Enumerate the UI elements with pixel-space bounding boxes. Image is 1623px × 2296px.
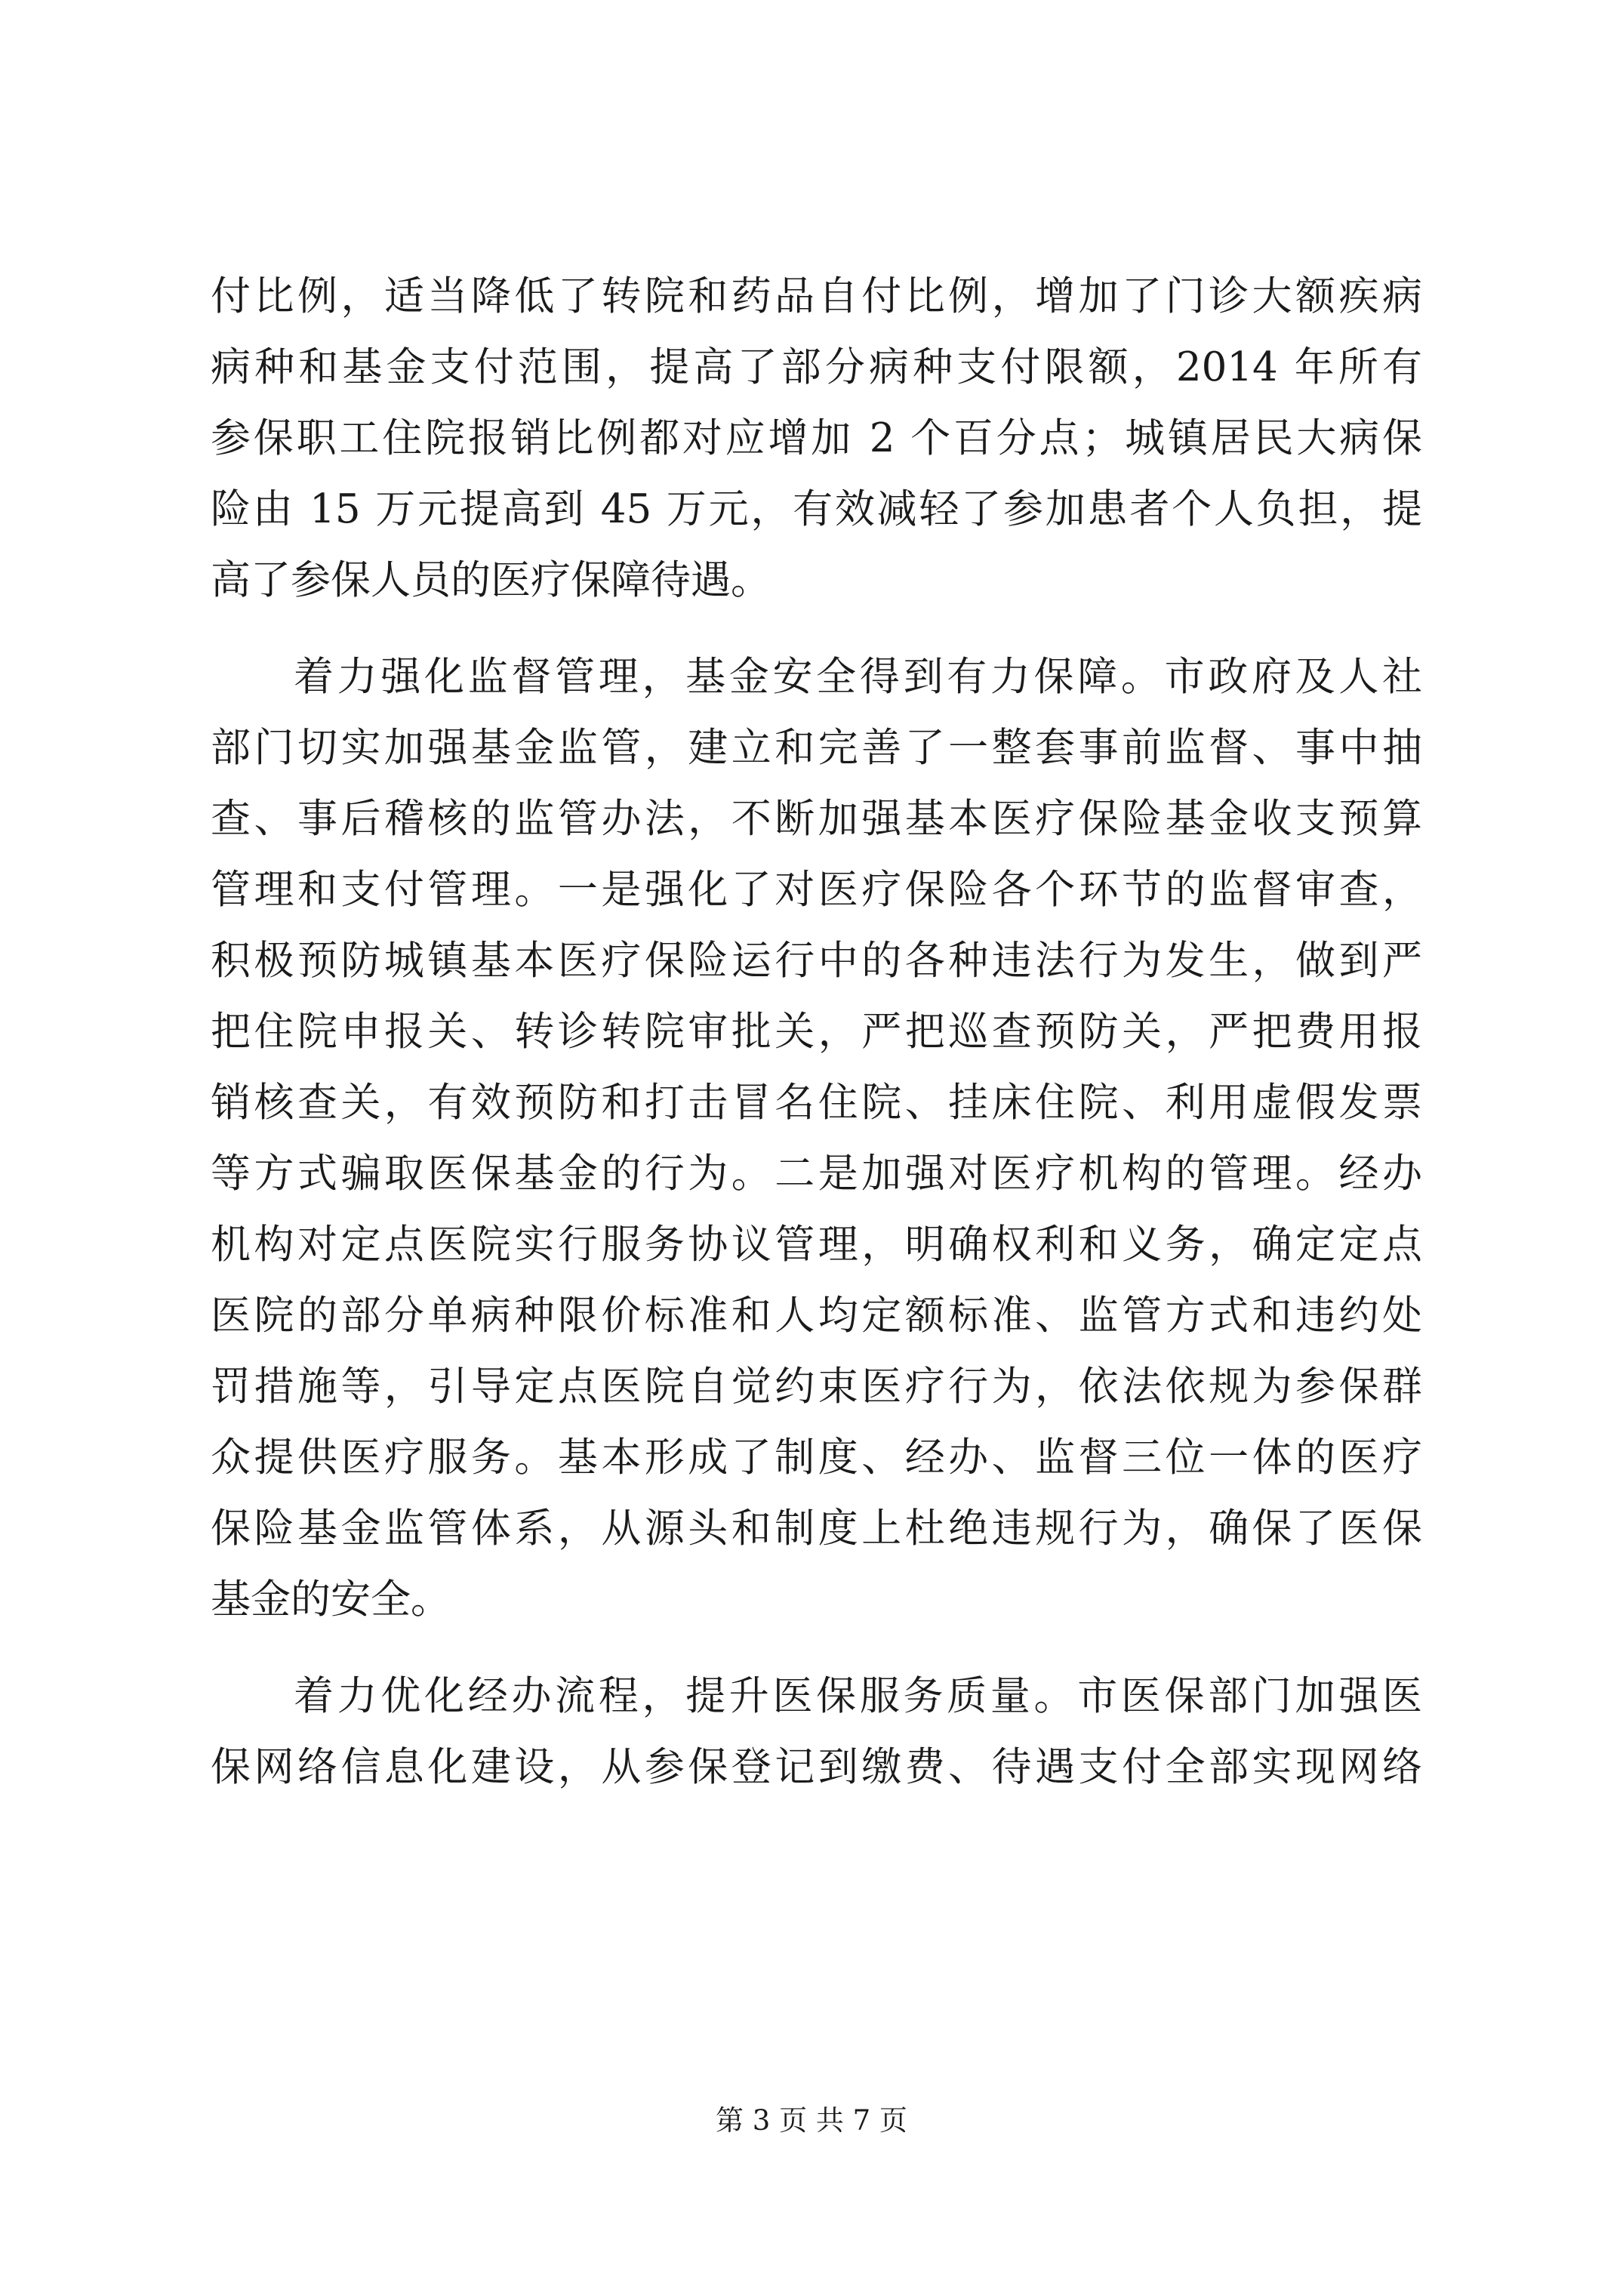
paragraph-2-line-12: 众提供医疗服务。基本形成了制度、经办、监督三位一体的医疗 bbox=[211, 1435, 1422, 1481]
paragraph-2-line-3: 查、事后稽核的监管办法，不断加强基本医疗保险基金收支预算 bbox=[211, 796, 1422, 842]
paragraph-2-line-4: 管理和支付管理。一是强化了对医疗保险各个环节的监督审查， bbox=[211, 867, 1422, 913]
paragraph-1-line-4: 险由 15 万元提高到 45 万元，有效减轻了参加患者个人负担，提 bbox=[211, 486, 1422, 532]
paragraph-1-line-2: 病种和基金支付范围，提高了部分病种支付限额，2014 年所有 bbox=[211, 344, 1422, 390]
paragraph-3-line-2: 保网络信息化建设，从参保登记到缴费、待遇支付全部实现网络 bbox=[211, 1744, 1422, 1790]
paragraph-1-line-5: 高了参保人员的医疗保障待遇。 bbox=[211, 557, 771, 603]
paragraph-2-line-11: 罚措施等，引导定点医院自觉约束医疗行为，依法依规为参保群 bbox=[211, 1364, 1422, 1410]
page-footer bbox=[0, 2102, 1623, 2140]
paragraph-1-line-1: 付比例，适当降低了转院和药品自付比例，增加了门诊大额疾病 bbox=[211, 273, 1422, 319]
paragraph-2-line-2: 部门切实加强基金监管，建立和完善了一整套事前监督、事中抽 bbox=[211, 725, 1422, 771]
page-number-label: 第 3 页 共 7 页 bbox=[716, 2104, 907, 2137]
paragraph-2-line-14: 基金的安全。 bbox=[211, 1576, 451, 1623]
paragraph-2-line-1: 着力强化监督管理，基金安全得到有力保障。市政府及人社 bbox=[294, 654, 1422, 700]
paragraph-2-line-13: 保险基金监管体系，从源头和制度上杜绝违规行为，确保了医保 bbox=[211, 1505, 1422, 1552]
paragraph-2-line-8: 等方式骗取医保基金的行为。二是加强对医疗机构的管理。经办 bbox=[211, 1151, 1422, 1197]
paragraph-3-line-1: 着力优化经办流程，提升医保服务质量。市医保部门加强医 bbox=[294, 1673, 1422, 1719]
paragraph-2-line-10: 医院的部分单病种限价标准和人均定额标准、监管方式和违约处 bbox=[211, 1293, 1422, 1339]
paragraph-2-line-6: 把住院申报关、转诊转院审批关，严把巡查预防关，严把费用报 bbox=[211, 1009, 1422, 1055]
body-text bbox=[211, 261, 1422, 1803]
paragraph-2-line-7: 销核查关，有效预防和打击冒名住院、挂床住院、利用虚假发票 bbox=[211, 1080, 1422, 1126]
paragraph-2-line-5: 积极预防城镇基本医疗保险运行中的各种违法行为发生，做到严 bbox=[211, 938, 1422, 984]
paragraph-1-line-3: 参保职工住院报销比例都对应增加 2 个百分点；城镇居民大病保 bbox=[211, 415, 1422, 461]
paragraph-2-line-9: 机构对定点医院实行服务协议管理，明确权利和义务，确定定点 bbox=[211, 1222, 1422, 1268]
